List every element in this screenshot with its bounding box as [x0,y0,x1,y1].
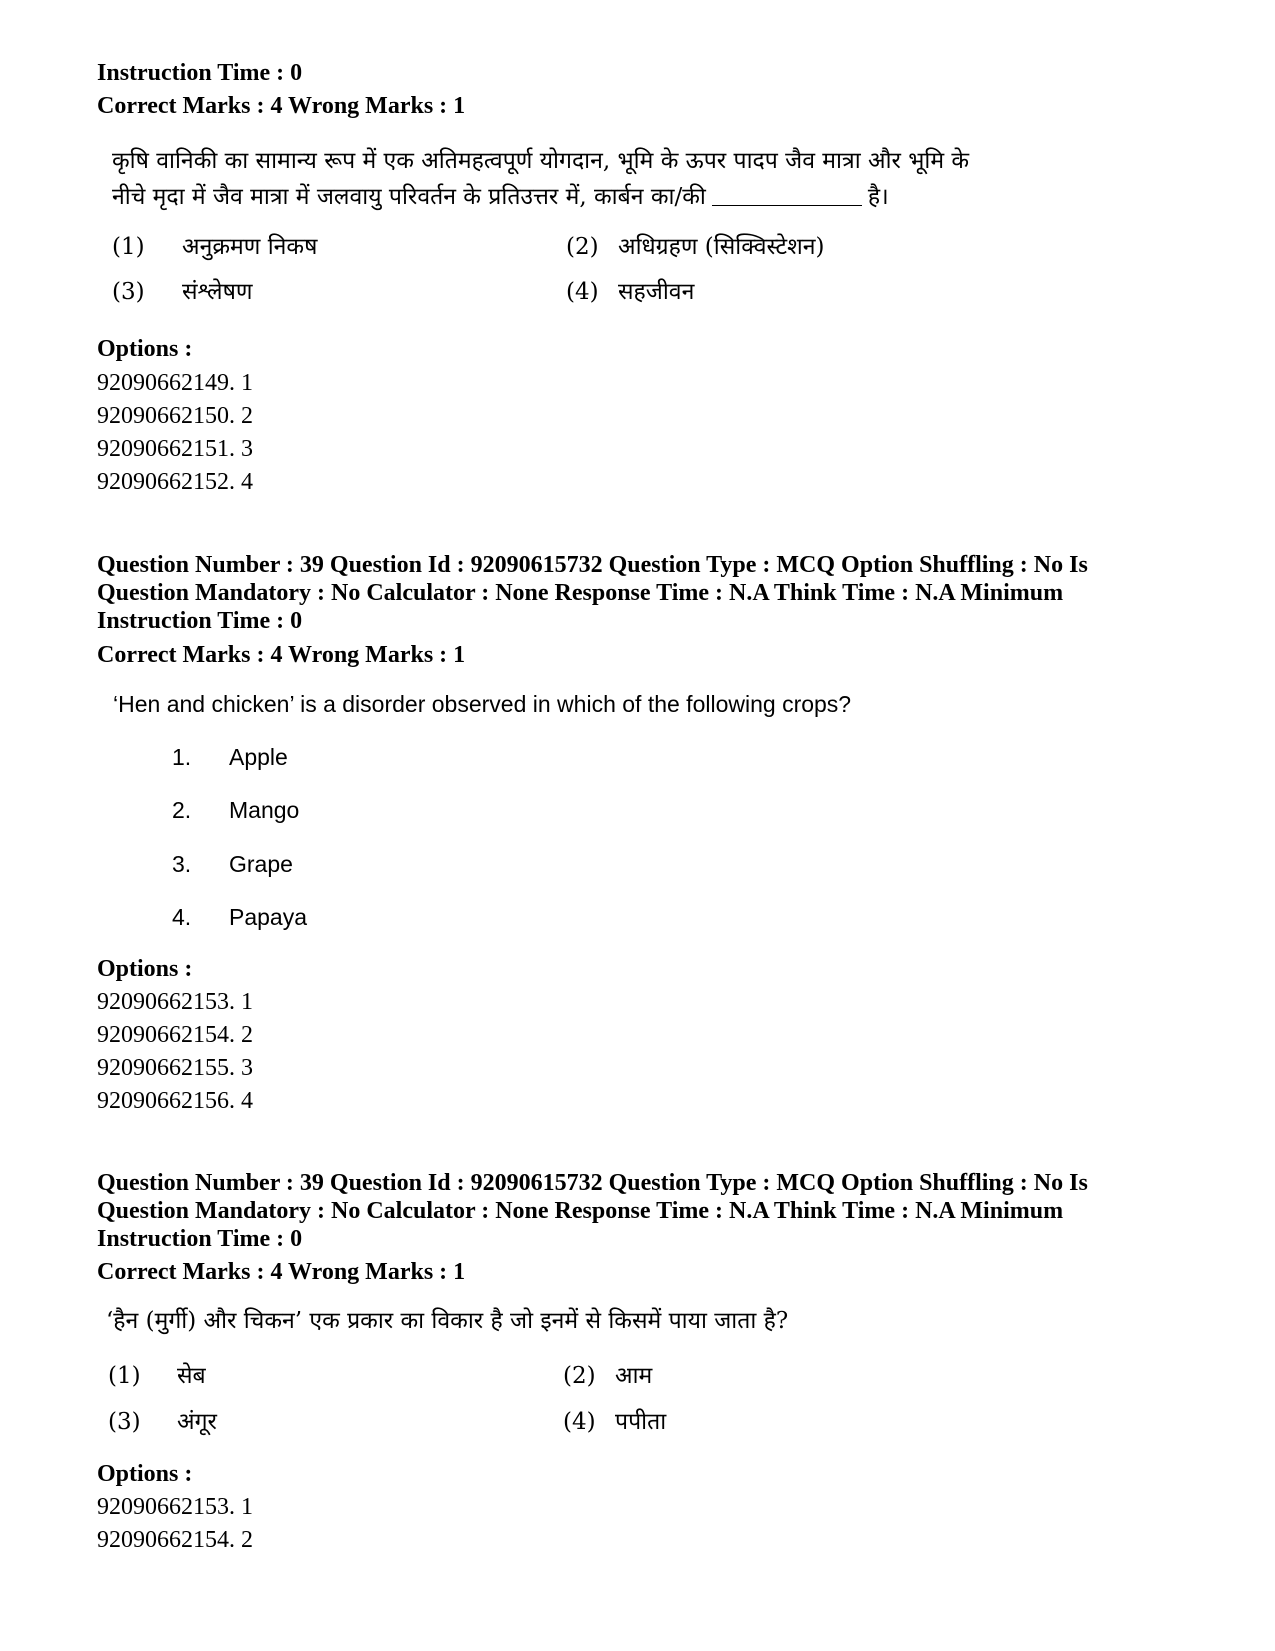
choice-text: सेब [177,1363,206,1389]
option-id: 92090662156. 4 [97,1088,253,1114]
choice-item [108,1407,217,1437]
option-id: 92090662153. 1 [97,1494,253,1520]
option-id: 92090662149. 1 [97,370,253,396]
choice-text: आम [615,1363,653,1389]
choice-number: 4. [172,904,192,930]
choice-number: (3) [108,1409,141,1435]
choice-text: Grape [229,851,293,877]
choice-text: अनुक्रमण निकष [182,234,318,260]
option-id: 92090662154. 2 [97,1022,253,1048]
choice-number: 3. [172,851,192,877]
choice-number: (1) [108,1363,141,1389]
choice-item [172,850,293,878]
option-id: 92090662153. 1 [97,989,253,1015]
instruction-time: Instruction Time : 0 [97,608,303,634]
option-id: 92090662150. 2 [97,403,253,429]
options-label: Options : [97,1461,193,1487]
choice-text: अंगूर [177,1409,217,1435]
question-header: Question Number : 39 Question Id : 92090615732 Question Type : MCQ Option Shuffling : No Is [97,552,1088,578]
choice-item [112,232,318,262]
choice-number: (2) [563,1363,596,1389]
question-text-line [112,182,889,212]
choice-item [566,232,825,262]
choice-item [566,277,695,307]
choice-number: (4) [563,1409,596,1435]
choice-text: सहजीवन [618,279,695,305]
choice-number: (1) [112,234,145,260]
question-header: Question Mandatory : No Calculator : None Response Time : N.A Think Time : N.A Minimum [97,580,1064,606]
question-end: है। [867,184,889,210]
choice-text: Mango [229,797,300,823]
choice-text: संश्लेषण [182,279,253,305]
choice-item [563,1407,667,1437]
option-id: 92090662154. 2 [97,1527,253,1553]
marks-line: Correct Marks : 4 Wrong Marks : 1 [97,642,466,668]
choice-number: 2. [172,797,192,823]
question-header: Question Mandatory : No Calculator : None Response Time : N.A Think Time : N.A Minimum [97,1198,1064,1224]
choice-item [108,1361,206,1391]
instruction-time: Instruction Time : 0 [97,1226,303,1252]
question-header: Question Number : 39 Question Id : 92090615732 Question Type : MCQ Option Shuffling : No Is [97,1170,1088,1196]
question-text-line: कृषि वानिकी का सामान्य रूप में एक अतिमहत्वपूर्ण योगदान, भूमि के ऊपर पादप जैव मात्रा और भूमि के [112,148,970,174]
choice-item [112,277,253,307]
choice-item [563,1361,653,1391]
question-text: नीचे मृदा में जैव मात्रा में जलवायु परिवर्तन के प्रतिउत्तर में, कार्बन का/की [112,184,706,210]
option-id: 92090662152. 4 [97,469,253,495]
choice-text: पपीता [615,1409,667,1435]
choice-number: (3) [112,279,145,305]
choice-text: Apple [229,744,288,770]
question-text: ‘Hen and chicken’ is a disorder observed in which of the following crops? [113,691,852,717]
choice-item [172,743,288,771]
instruction-time: Instruction Time : 0 [97,60,303,86]
marks-line: Correct Marks : 4 Wrong Marks : 1 [97,93,466,119]
option-id: 92090662151. 3 [97,436,253,462]
choice-text: अधिग्रहण (सिक्विस्टेशन) [618,234,825,260]
choice-item [172,903,308,931]
choice-number: (2) [566,234,599,260]
question-text: ‘हैन (मुर्गी) और चिकन’ एक प्रकार का विकार है जो इनमें से किसमें पाया जाता है? [106,1308,789,1334]
choice-number: 1. [172,744,192,770]
answer-blank [712,205,862,206]
options-label: Options : [97,336,193,362]
options-label: Options : [97,956,193,982]
choice-item [172,796,300,824]
choice-number: (4) [566,279,599,305]
option-id: 92090662155. 3 [97,1055,253,1081]
marks-line: Correct Marks : 4 Wrong Marks : 1 [97,1259,466,1285]
choice-text: Papaya [229,904,308,930]
